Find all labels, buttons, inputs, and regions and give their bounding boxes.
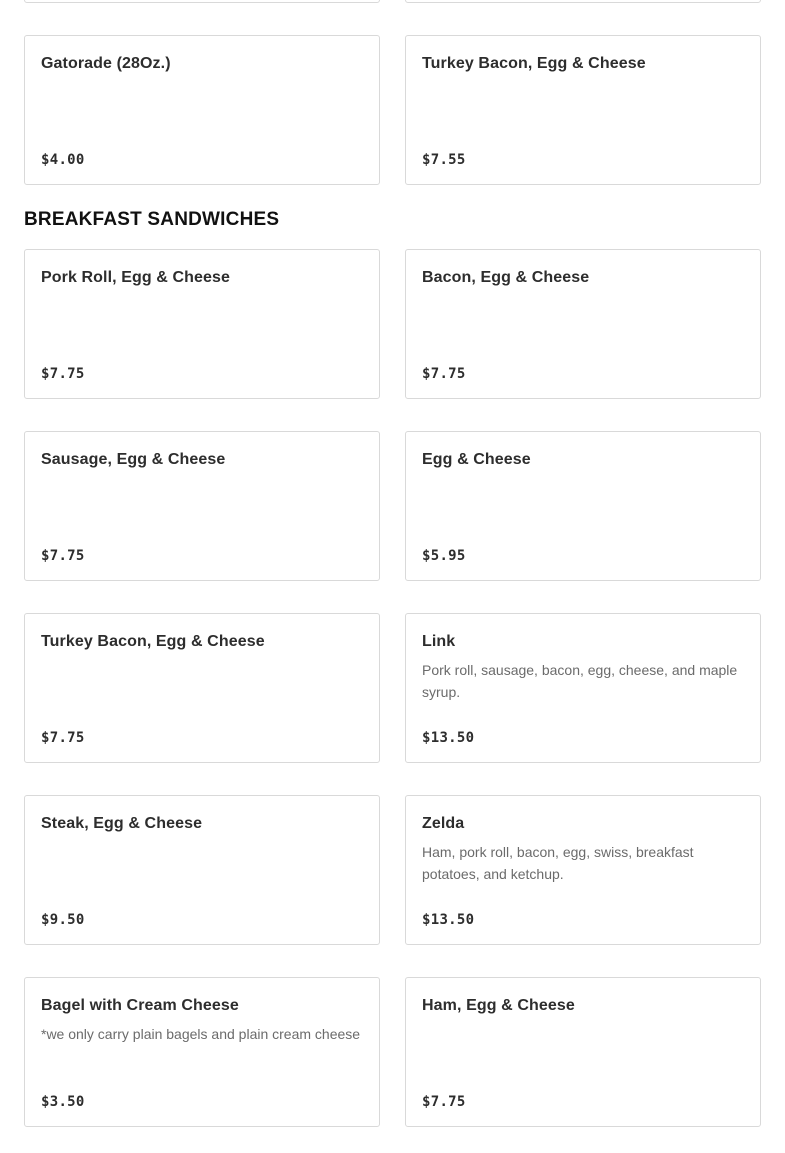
item-price: $7.75 [41, 366, 85, 382]
menu-row [24, 977, 761, 1127]
menu-item-card-cutoff[interactable] [24, 0, 380, 3]
menu-item-card[interactable] [24, 249, 380, 399]
item-price: $7.75 [41, 548, 85, 564]
item-name: Link [422, 633, 456, 650]
menu-item-card[interactable] [405, 35, 761, 185]
item-price: $13.50 [422, 730, 475, 746]
menu-item-card[interactable] [405, 249, 761, 399]
item-name: Ham, Egg & Cheese [422, 997, 575, 1014]
item-price: $7.75 [422, 366, 466, 382]
item-price: $7.55 [422, 152, 466, 168]
menu-row [24, 613, 761, 763]
item-price: $13.50 [422, 912, 475, 928]
item-name: Bagel with Cream Cheese [41, 997, 239, 1014]
item-price: $3.50 [41, 1094, 85, 1110]
menu-item-card[interactable] [24, 795, 380, 945]
menu-item-card[interactable] [24, 431, 380, 581]
menu-item-card[interactable] [405, 795, 761, 945]
item-name: Egg & Cheese [422, 451, 531, 468]
menu-item-card-cutoff[interactable] [405, 0, 761, 3]
item-name: Pork Roll, Egg & Cheese [41, 269, 231, 286]
menu-row [24, 35, 761, 185]
item-price: $5.95 [422, 548, 466, 564]
item-price: $4.00 [41, 152, 85, 168]
item-name: Steak, Egg & Cheese [41, 815, 203, 832]
menu-item-card[interactable] [405, 613, 761, 763]
menu-item-card[interactable] [24, 977, 380, 1127]
item-description: Pork roll, sausage, bacon, egg, cheese, and maple syrup. [422, 662, 738, 700]
item-name: Turkey Bacon, Egg & Cheese [422, 55, 646, 72]
item-description: *we only carry plain bagels and plain cream cheese [41, 1026, 361, 1042]
item-price: $9.50 [41, 912, 85, 928]
item-name: Gatorade (28Oz.) [41, 55, 171, 72]
item-price: $7.75 [422, 1094, 466, 1110]
menu-row [24, 795, 761, 945]
menu-row [24, 249, 761, 399]
item-name: Zelda [422, 815, 465, 832]
menu-item-card[interactable] [405, 977, 761, 1127]
menu-row [24, 431, 761, 581]
item-name: Sausage, Egg & Cheese [41, 451, 226, 468]
item-price: $7.75 [41, 730, 85, 746]
menu-item-card[interactable] [24, 613, 380, 763]
menu-item-card[interactable] [24, 35, 380, 185]
section-title: BREAKFAST SANDWICHES [24, 209, 280, 230]
item-name: Bacon, Egg & Cheese [422, 269, 590, 286]
previous-row-cutoff [24, 0, 761, 3]
item-name: Turkey Bacon, Egg & Cheese [41, 633, 265, 650]
item-description: Ham, pork roll, bacon, egg, swiss, breakfast potatoes, and ketchup. [422, 844, 694, 882]
menu-item-card[interactable] [405, 431, 761, 581]
